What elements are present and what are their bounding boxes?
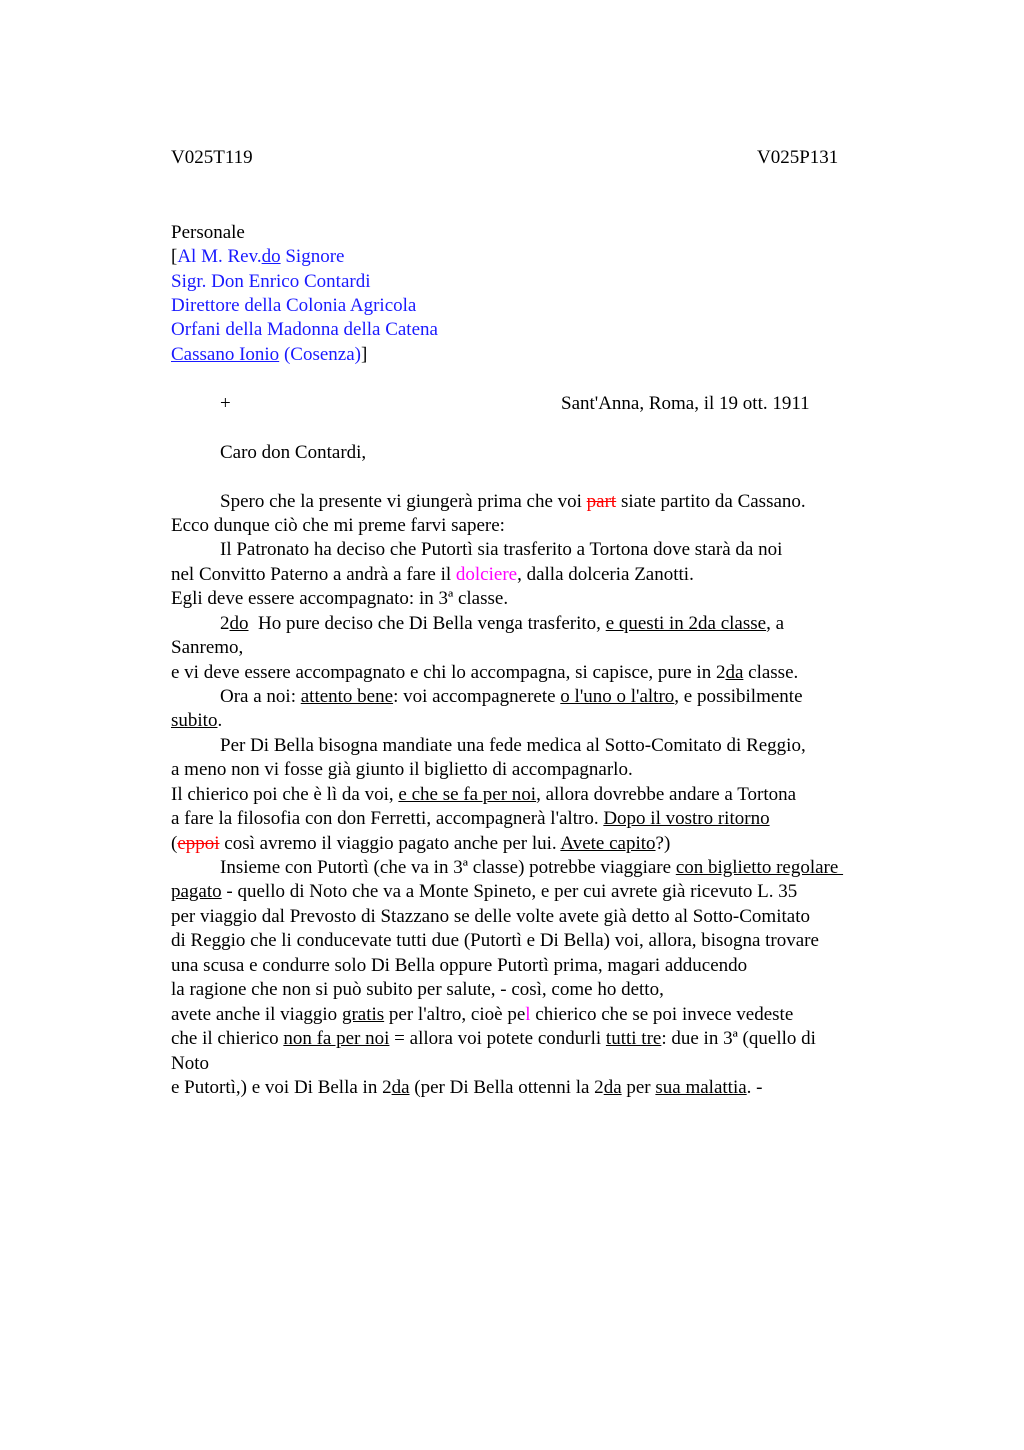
open-bracket: [ [171, 246, 178, 267]
body-line-19: di Reggio che li conducevate tutti due (Putortì e Di Bella) voi, allora, bisogna trovare [171, 930, 819, 951]
address-line-2: Sigr. Don Enrico Contardi [171, 271, 371, 292]
body-line-15: (eppoi così avremo il viaggio pagato anche per lui. Avete capito?) [171, 833, 671, 854]
header-right-code: V025P131 [757, 147, 839, 168]
body-line-17: pagato - quello di Noto che va a Monte Spineto, e per cui avrete già ricevuto L. 35 [171, 881, 798, 902]
body-line-24: Noto [171, 1053, 209, 1074]
address-title-rest: Signore [280, 246, 345, 267]
body-line-8: e vi deve essere accompagnato e chi lo accompagna, si capisce, pure in 2da classe. [171, 662, 799, 683]
body-line-7: Sanremo, [171, 637, 244, 658]
underlined-phrase: pagato [171, 881, 222, 902]
body-line-12: a meno non vi fosse già giunto il biglietto di accompagnarlo. [171, 759, 633, 780]
salutation: Caro don Contardi, [220, 442, 367, 463]
underlined-phrase: Avete capito [560, 833, 656, 854]
body-line-1: Spero che la presente vi giungerà prima che voi part siate partito da Cassano. [220, 491, 806, 512]
address-line-3: Direttore della Colonia Agricola [171, 295, 417, 316]
body-line-18: per viaggio dal Prevosto di Stazzano se delle volte avete già detto al Sotto-Comitato [171, 906, 810, 927]
address-line-1 [171, 245, 344, 269]
deleted-word: part [586, 491, 617, 512]
cross-symbol: + [220, 393, 231, 414]
underlined-phrase: Dopo il vostro ritorno [603, 808, 770, 829]
address-city: Cassano Ionio [171, 344, 280, 365]
address-title-superscript: do [261, 246, 281, 267]
body-line-10: subito. [171, 710, 223, 731]
underlined-phrase: non fa per noi [283, 1028, 390, 1049]
body-line-3: Il Patronato ha deciso che Putortì sia trasferito a Tortona dove starà da noi [220, 539, 783, 560]
body-line-20: una scusa e condurre solo Di Bella oppure Putortì prima, magari adducendo [171, 955, 748, 976]
underlined-phrase: subito [171, 710, 218, 731]
inserted-word: dolciere [455, 564, 518, 585]
underlined-phrase: e che se fa per noi [398, 784, 537, 805]
underlined-phrase: attento bene [300, 686, 394, 707]
body-line-9: Ora a noi: attento bene: voi accompagnerete o l'uno o l'altro, e possibilmente [220, 686, 803, 707]
body-line-11: Per Di Bella bisogna mandiate una fede medica al Sotto-Comitato di Reggio, [220, 735, 806, 756]
underlined-phrase: tutti tre [605, 1028, 662, 1049]
body-line-6: 2do Ho pure deciso che Di Bella venga trasferito, e questi in 2da classe, a [220, 613, 785, 634]
body-line-16: Insieme con Putortì (che va in 3ª classe) potrebbe viaggiare con biglietto regolare [220, 857, 844, 878]
underlined-phrase: o l'uno o l'altro [560, 686, 675, 707]
address-province: (Cosenza) [279, 344, 361, 365]
address-line-5 [171, 343, 367, 367]
body-line-5: Egli deve essere accompagnato: in 3ª classe. [171, 588, 509, 609]
close-bracket: ] [360, 344, 368, 365]
header-left-code: V025T119 [171, 147, 253, 168]
underlined-phrase: con biglietto regolare [675, 857, 844, 878]
underlined-phrase: gratis [341, 1004, 385, 1025]
body-line-2: Ecco dunque ciò che mi preme farvi sapere: [171, 515, 505, 536]
body-line-13: Il chierico poi che è lì da voi, e che se fa per noi, allora dovrebbe andare a Tortona [171, 784, 797, 805]
personale-label: Personale [171, 222, 245, 243]
body-line-22: avete anche il viaggio gratis per l'altro, cioè pel chierico che se poi invece vedeste [171, 1004, 794, 1025]
body-line-21: la ragione che non si può subito per salute, - così, come ho detto, [171, 979, 664, 1000]
inserted-letter: l [525, 1004, 531, 1025]
underlined-phrase: sua malattia [655, 1077, 747, 1098]
deleted-word: eppoi [177, 833, 220, 854]
body-line-14: a fare la filosofia con don Ferretti, accompagnerà l'altro. Dopo il vostro ritorno [171, 808, 770, 829]
body-line-25: e Putortì,) e voi Di Bella in 2da (per Di Bella ottenni la 2da per sua malattia. - [171, 1077, 763, 1098]
underlined-phrase: e questi in 2da classe [605, 613, 767, 634]
date-line: Sant'Anna, Roma, il 19 ott. 1911 [561, 393, 810, 414]
body-line-23: che il chierico non fa per noi = allora voi potete condurli tutti tre: due in 3ª (quello di [171, 1028, 816, 1049]
address-title: Al M. Rev. [177, 246, 262, 267]
address-line-4: Orfani della Madonna della Catena [171, 319, 438, 340]
body-line-4: nel Convitto Paterno a andrà a fare il dolciere, dalla dolceria Zanotti. [171, 564, 694, 585]
